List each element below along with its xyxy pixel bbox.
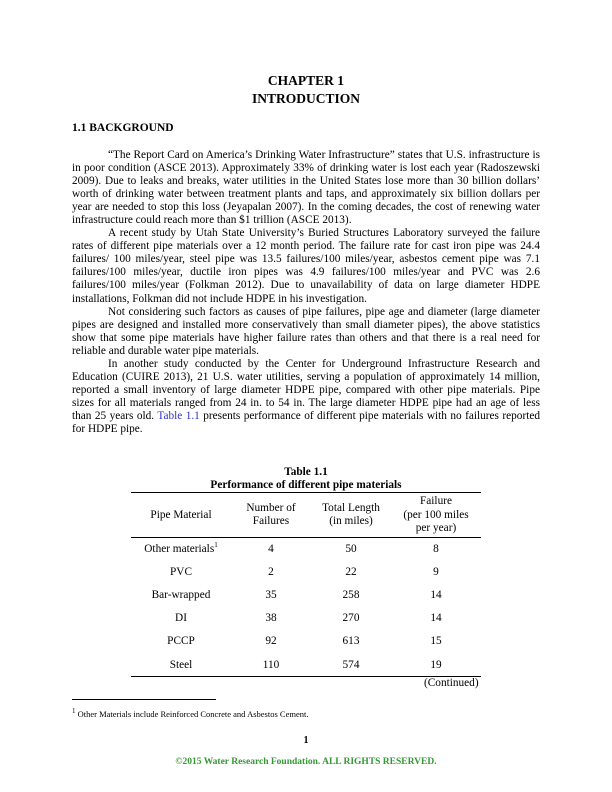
paragraph-text: In another study conducted by the Center for Underground Infrastructure Research and Education (CUIRE 2013), 21 U.S. water utilities, serving a population of approximately 14 million, reported a small inventory of large diameter HDPE pipe, compared with other pipe materials. Pipe sizes for all materials ranged from 24 in. to 54 in. The large diameter HDPE pipe had an age of less than 25 years old.: [72, 357, 540, 422]
cell-failures: 38: [265, 612, 277, 625]
cell-material: DI: [175, 612, 187, 625]
table-header-row: [131, 493, 481, 538]
footnote-marker: 1: [214, 541, 218, 550]
paragraph-report-card: “The Report Card on America’s Drinking Water Infrastructure” states that U.S. infrastructure is in poor condition (ASCE 2013). Approximately 33% of drinking water is lost each year (Radoszewski 2009). Due to leaks and breaks, water utilities in the United States lose more than 30 billion dollars’ worth of drinking water between treatment plants and taps, and approximately six billion dollars per year are needed to stop this loss (Jeyapalan 2007). In the coming decades, the cost of renewing water infrastructure could reach more than $1 trillion (ASCE 2013).: [72, 149, 540, 227]
table-row: [131, 537, 481, 561]
cell-rate: 14: [430, 589, 442, 602]
footnote-marker: 1: [72, 707, 76, 716]
cell-material: PVC: [170, 566, 192, 579]
cell-length: 258: [342, 589, 360, 602]
cell-failures: 35: [265, 589, 277, 602]
cell-rate: 9: [433, 566, 439, 579]
material-name: Other materials: [144, 543, 215, 556]
cell-rate: 14: [430, 612, 442, 625]
header-line: Failures: [252, 515, 290, 528]
cell-failures: 92: [265, 635, 277, 648]
header-number-of-failures: [231, 493, 311, 538]
header-line: Total Length: [322, 501, 380, 514]
cell-length: 50: [345, 543, 357, 556]
table-continued-label: (Continued): [424, 677, 479, 689]
cell-material: PCCP: [167, 635, 195, 648]
table-row: [131, 584, 481, 607]
header-line: (in miles): [329, 515, 373, 528]
paragraph-cuire-study: [72, 358, 540, 436]
header-total-length: [311, 493, 391, 538]
table-number: Table 1.1: [284, 466, 328, 478]
cell-rate: 8: [433, 543, 439, 556]
cell-length: 270: [342, 612, 360, 625]
footnote-divider: [72, 699, 216, 700]
table-row: [131, 607, 481, 630]
section-heading: 1.1 BACKGROUND: [72, 122, 174, 134]
paragraph-text: presents performance of different pipe materials with no failures reported for HDPE pipe.: [72, 409, 541, 435]
header-failure-rate: [391, 493, 481, 538]
cell-material: Bar-wrapped: [151, 589, 211, 602]
cell-length: 613: [342, 635, 360, 648]
header-line: per year): [415, 522, 457, 534]
footnote: [72, 709, 308, 719]
table-reference-link[interactable]: Table 1.1: [157, 409, 200, 422]
copyright-notice: ©2015 Water Research Foundation. ALL RIGHTS RESERVED.: [175, 757, 437, 767]
body-text: [72, 149, 540, 436]
table-title: Performance of different pipe materials: [210, 479, 402, 491]
paragraph-usu-study: A recent study by Utah State University’s Buried Structures Laboratory surveyed the failure rates of different pipe materials over a 12 month period. The failure rate for cast iron pipe was 24.4 failures/ 100 miles/year, steel pipe was 13.5 failures/100 miles/year, asbestos cement pipe was 7.1 failures/100 miles/year, ductile iron pipes was 4.9 failures/100 miles/year and PVC was 2.6 failures/100 miles/year (Folkman 2012). Due to unavailability of data on large diameter HDPE installations, Folkman did not include HDPE in his investigation.: [72, 227, 540, 305]
cell-material: [131, 537, 231, 561]
cell-length: 22: [345, 566, 357, 579]
cell-rate: 15: [430, 635, 442, 648]
cell-rate: 19: [391, 653, 481, 677]
header-pipe-material: Pipe Material: [131, 493, 231, 538]
footnote-text: Other Materials include Reinforced Concrete and Asbestos Cement.: [75, 709, 309, 719]
chapter-title: INTRODUCTION: [251, 91, 360, 106]
page-number: 1: [303, 735, 309, 746]
header-line: (per 100 miles: [403, 508, 469, 521]
header-line: Failure: [420, 495, 452, 507]
cell-failures: 110: [231, 653, 311, 677]
cell-failures: 2: [268, 566, 274, 579]
cell-length: 574: [311, 653, 391, 677]
table-row: [131, 653, 481, 677]
chapter-number: CHAPTER 1: [267, 73, 345, 88]
cell-failures: 4: [268, 543, 274, 556]
header-line: Number of: [246, 501, 296, 514]
table-row: [131, 561, 481, 584]
paragraph-failure-factors: Not considering such factors as causes of pipe failures, pipe age and diameter (large diameter pipes are designed and installed more conservatively than small diameter pipes), the above statistics show that some pipe materials have higher failure rates than others and that there is a real need for reliable and durable water pipe materials.: [72, 305, 540, 357]
pipe-performance-table: [131, 492, 481, 677]
table-row: [131, 630, 481, 653]
cell-material: Steel: [131, 653, 231, 677]
